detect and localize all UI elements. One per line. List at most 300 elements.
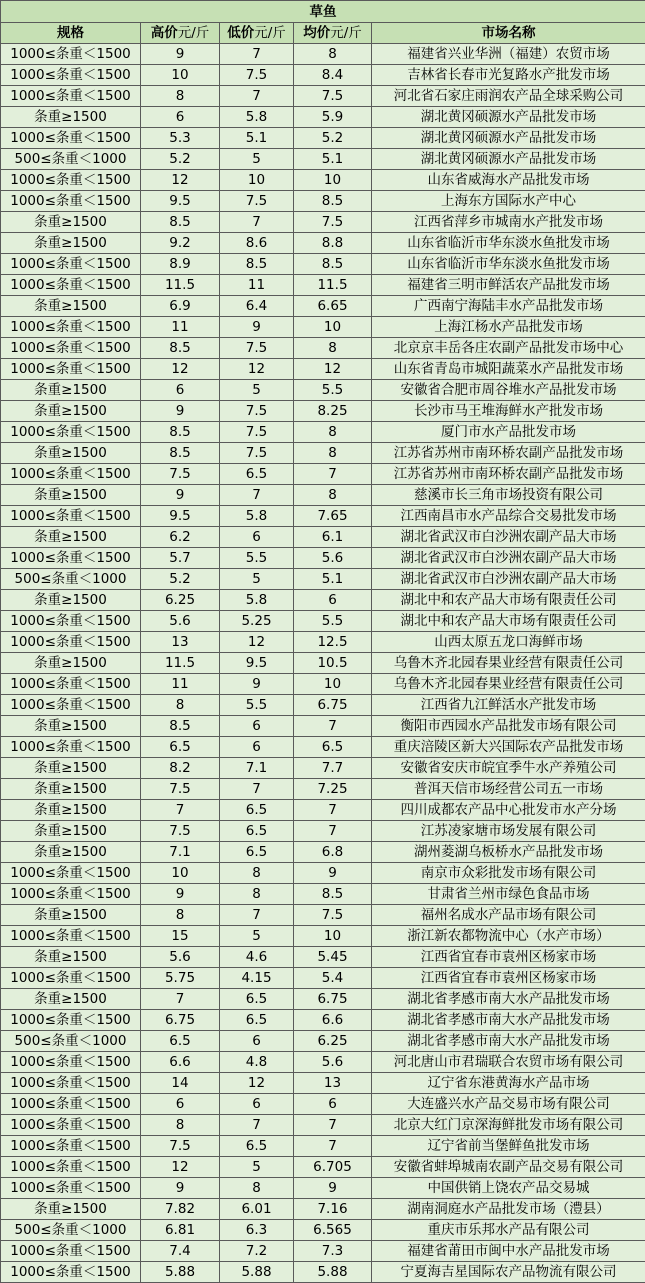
cell-spec: 条重≥1500 xyxy=(1,905,141,926)
table-title: 草鱼 xyxy=(1,1,645,23)
cell-market-name: 山东省青岛市城阳蔬菜水产品批发市场 xyxy=(372,359,645,380)
table-row xyxy=(1,968,645,989)
cell-market-name: 江苏凌家塘市场发展有限公司 xyxy=(372,821,645,842)
cell-high-price: 6.9 xyxy=(141,296,220,317)
cell-low-price: 5.5 xyxy=(220,695,294,716)
cell-market-name: 北京京丰岳各庄农副产品批发市场中心 xyxy=(372,338,645,359)
cell-low-price: 7 xyxy=(220,905,294,926)
cell-low-price: 7.5 xyxy=(220,191,294,212)
cell-spec: 1000≤条重＜1500 xyxy=(1,548,141,569)
cell-low-price: 10 xyxy=(220,170,294,191)
cell-spec: 条重≥1500 xyxy=(1,107,141,128)
cell-spec: 1000≤条重＜1500 xyxy=(1,275,141,296)
cell-market-name: 山东省临沂市华东淡水鱼批发市场 xyxy=(372,254,645,275)
cell-avg-price: 6.25 xyxy=(294,1031,372,1052)
cell-market-name: 湖北中和农产品大市场有限责任公司 xyxy=(372,611,645,632)
cell-market-name: 江西南昌市水产品综合交易批发市场 xyxy=(372,506,645,527)
cell-low-price: 8.6 xyxy=(220,233,294,254)
cell-avg-price: 6.75 xyxy=(294,695,372,716)
cell-avg-price: 9 xyxy=(294,863,372,884)
cell-low-price: 12 xyxy=(220,632,294,653)
cell-high-price: 11 xyxy=(141,317,220,338)
cell-low-price: 7 xyxy=(220,485,294,506)
header-market: 市场名称 xyxy=(372,23,645,44)
table-row xyxy=(1,1010,645,1031)
cell-spec: 条重≥1500 xyxy=(1,380,141,401)
cell-spec: 条重≥1500 xyxy=(1,800,141,821)
table-row xyxy=(1,632,645,653)
cell-low-price: 9.5 xyxy=(220,653,294,674)
cell-spec: 1000≤条重＜1500 xyxy=(1,1115,141,1136)
cell-spec: 条重≥1500 xyxy=(1,401,141,422)
cell-spec: 1000≤条重＜1500 xyxy=(1,1073,141,1094)
cell-market-name: 安徽省安庆市皖宜季牛水产养殖公司 xyxy=(372,758,645,779)
cell-avg-price: 7.5 xyxy=(294,86,372,107)
cell-avg-price: 7.16 xyxy=(294,1199,372,1220)
table-row xyxy=(1,485,645,506)
cell-market-name: 大连盛兴水产品交易市场有限公司 xyxy=(372,1094,645,1115)
table-row xyxy=(1,1157,645,1178)
cell-high-price: 8.5 xyxy=(141,422,220,443)
cell-spec: 1000≤条重＜1500 xyxy=(1,1241,141,1262)
cell-market-name: 福建省三明市鲜活农产品批发市场 xyxy=(372,275,645,296)
cell-low-price: 8.5 xyxy=(220,254,294,275)
table-row xyxy=(1,821,645,842)
table-row xyxy=(1,842,645,863)
cell-market-name: 福州名成水产品市场有限公司 xyxy=(372,905,645,926)
cell-market-name: 江苏省苏州市南环桥农副产品批发市场 xyxy=(372,464,645,485)
cell-market-name: 湖北省孝感市南大水产品批发市场 xyxy=(372,1031,645,1052)
cell-low-price: 6.5 xyxy=(220,800,294,821)
cell-low-price: 6 xyxy=(220,1094,294,1115)
cell-spec: 条重≥1500 xyxy=(1,233,141,254)
cell-spec: 1000≤条重＜1500 xyxy=(1,1262,141,1283)
cell-spec: 1000≤条重＜1500 xyxy=(1,422,141,443)
cell-spec: 条重≥1500 xyxy=(1,590,141,611)
table-row xyxy=(1,275,645,296)
cell-avg-price: 12.5 xyxy=(294,632,372,653)
cell-low-price: 5.8 xyxy=(220,107,294,128)
cell-avg-price: 7.7 xyxy=(294,758,372,779)
cell-spec: 1000≤条重＜1500 xyxy=(1,86,141,107)
cell-avg-price: 6 xyxy=(294,590,372,611)
cell-spec: 条重≥1500 xyxy=(1,653,141,674)
cell-spec: 1000≤条重＜1500 xyxy=(1,254,141,275)
table-row xyxy=(1,1136,645,1157)
cell-market-name: 江西省萍乡市城南水产批发市场 xyxy=(372,212,645,233)
cell-avg-price: 6.75 xyxy=(294,989,372,1010)
cell-high-price: 7.1 xyxy=(141,842,220,863)
cell-high-price: 9 xyxy=(141,401,220,422)
table-row xyxy=(1,149,645,170)
table-row xyxy=(1,1073,645,1094)
table-row xyxy=(1,170,645,191)
table-row xyxy=(1,548,645,569)
cell-spec: 条重≥1500 xyxy=(1,212,141,233)
cell-avg-price: 13 xyxy=(294,1073,372,1094)
cell-low-price: 5.8 xyxy=(220,506,294,527)
cell-market-name: 山东省威海水产品批发市场 xyxy=(372,170,645,191)
cell-market-name: 福建省莆田市闽中水产品批发市场 xyxy=(372,1241,645,1262)
cell-avg-price: 10 xyxy=(294,674,372,695)
cell-market-name: 南京市众彩批发市场有限公司 xyxy=(372,863,645,884)
cell-market-name: 江西省九江鲜活水产批发市场 xyxy=(372,695,645,716)
cell-high-price: 15 xyxy=(141,926,220,947)
cell-avg-price: 8 xyxy=(294,422,372,443)
title-row xyxy=(1,1,645,23)
cell-low-price: 4.15 xyxy=(220,968,294,989)
header-avg-label: 均价 xyxy=(303,25,330,41)
cell-avg-price: 6 xyxy=(294,1094,372,1115)
table-row xyxy=(1,422,645,443)
cell-high-price: 10 xyxy=(141,65,220,86)
cell-spec: 1000≤条重＜1500 xyxy=(1,968,141,989)
cell-avg-price: 5.5 xyxy=(294,611,372,632)
cell-market-name: 北京大红门京深海鲜批发市场有限公司 xyxy=(372,1115,645,1136)
cell-high-price: 9 xyxy=(141,1178,220,1199)
cell-spec: 条重≥1500 xyxy=(1,758,141,779)
table-row xyxy=(1,695,645,716)
table-row xyxy=(1,1241,645,1262)
header-high xyxy=(141,23,220,44)
header-avg xyxy=(294,23,372,44)
cell-avg-price: 7.65 xyxy=(294,506,372,527)
cell-high-price: 5.2 xyxy=(141,569,220,590)
cell-avg-price: 11.5 xyxy=(294,275,372,296)
cell-spec: 条重≥1500 xyxy=(1,527,141,548)
cell-high-price: 6.5 xyxy=(141,1031,220,1052)
cell-spec: 1000≤条重＜1500 xyxy=(1,1136,141,1157)
cell-spec: 1000≤条重＜1500 xyxy=(1,1178,141,1199)
cell-avg-price: 6.6 xyxy=(294,1010,372,1031)
table-row xyxy=(1,338,645,359)
cell-low-price: 6.01 xyxy=(220,1199,294,1220)
cell-avg-price: 10 xyxy=(294,926,372,947)
cell-high-price: 13 xyxy=(141,632,220,653)
cell-spec: 1000≤条重＜1500 xyxy=(1,170,141,191)
cell-market-name: 重庆涪陵区新大兴国际农产品批发市场 xyxy=(372,737,645,758)
header-low-label: 低价 xyxy=(227,25,254,41)
cell-high-price: 6 xyxy=(141,1094,220,1115)
cell-low-price: 6.5 xyxy=(220,1010,294,1031)
table-row xyxy=(1,317,645,338)
cell-avg-price: 7 xyxy=(294,821,372,842)
cell-spec: 1000≤条重＜1500 xyxy=(1,44,141,65)
cell-market-name: 安徽省合肥市周谷堆水产品批发市场 xyxy=(372,380,645,401)
cell-low-price: 5.8 xyxy=(220,590,294,611)
cell-low-price: 6 xyxy=(220,1031,294,1052)
cell-spec: 1000≤条重＜1500 xyxy=(1,317,141,338)
cell-low-price: 5 xyxy=(220,926,294,947)
cell-low-price: 5 xyxy=(220,1157,294,1178)
cell-low-price: 5 xyxy=(220,149,294,170)
cell-spec: 1000≤条重＜1500 xyxy=(1,926,141,947)
cell-low-price: 12 xyxy=(220,1073,294,1094)
cell-low-price: 7.5 xyxy=(220,338,294,359)
cell-market-name: 广西南宁海陆丰水产品批发市场 xyxy=(372,296,645,317)
cell-market-name: 慈溪市长三角市场投资有限公司 xyxy=(372,485,645,506)
cell-spec: 条重≥1500 xyxy=(1,821,141,842)
cell-spec: 500≤条重＜1000 xyxy=(1,1220,141,1241)
cell-low-price: 7 xyxy=(220,1115,294,1136)
cell-low-price: 7.5 xyxy=(220,65,294,86)
cell-spec: 1000≤条重＜1500 xyxy=(1,737,141,758)
cell-low-price: 5.1 xyxy=(220,128,294,149)
cell-market-name: 甘肃省兰州市绿色食品市场 xyxy=(372,884,645,905)
cell-spec: 条重≥1500 xyxy=(1,779,141,800)
cell-high-price: 5.7 xyxy=(141,548,220,569)
cell-high-price: 6.25 xyxy=(141,590,220,611)
cell-spec: 条重≥1500 xyxy=(1,947,141,968)
table-row xyxy=(1,1094,645,1115)
table-row xyxy=(1,506,645,527)
cell-spec: 1000≤条重＜1500 xyxy=(1,1052,141,1073)
cell-high-price: 8.5 xyxy=(141,716,220,737)
cell-avg-price: 5.9 xyxy=(294,107,372,128)
cell-market-name: 湖北黄冈硕源水产品批发市场 xyxy=(372,128,645,149)
cell-spec: 500≤条重＜1000 xyxy=(1,149,141,170)
table-row xyxy=(1,1178,645,1199)
cell-low-price: 8 xyxy=(220,863,294,884)
cell-high-price: 11.5 xyxy=(141,653,220,674)
cell-low-price: 6.3 xyxy=(220,1220,294,1241)
cell-spec: 1000≤条重＜1500 xyxy=(1,65,141,86)
cell-low-price: 9 xyxy=(220,317,294,338)
cell-low-price: 8 xyxy=(220,884,294,905)
cell-high-price: 9 xyxy=(141,884,220,905)
cell-market-name: 江苏省苏州市南环桥农副产品批发市场 xyxy=(372,443,645,464)
cell-spec: 1000≤条重＜1500 xyxy=(1,464,141,485)
cell-spec: 条重≥1500 xyxy=(1,485,141,506)
cell-market-name: 乌鲁木齐北园春果业经营有限责任公司 xyxy=(372,674,645,695)
table-row xyxy=(1,884,645,905)
cell-high-price: 7 xyxy=(141,989,220,1010)
header-spec: 规格 xyxy=(1,23,141,44)
cell-spec: 500≤条重＜1000 xyxy=(1,1031,141,1052)
cell-avg-price: 5.6 xyxy=(294,1052,372,1073)
cell-low-price: 7 xyxy=(220,779,294,800)
cell-high-price: 7.5 xyxy=(141,464,220,485)
cell-avg-price: 5.88 xyxy=(294,1262,372,1283)
cell-spec: 1000≤条重＜1500 xyxy=(1,695,141,716)
cell-market-name: 湖北省武汉市白沙洲农副产品大市场 xyxy=(372,548,645,569)
table-row xyxy=(1,674,645,695)
table-row xyxy=(1,65,645,86)
cell-high-price: 6 xyxy=(141,107,220,128)
table-body xyxy=(1,44,645,1283)
cell-low-price: 5.88 xyxy=(220,1262,294,1283)
cell-avg-price: 8 xyxy=(294,485,372,506)
cell-high-price: 9.5 xyxy=(141,506,220,527)
cell-high-price: 14 xyxy=(141,1073,220,1094)
cell-high-price: 5.75 xyxy=(141,968,220,989)
header-high-label: 高价 xyxy=(151,25,178,41)
cell-market-name: 四川成都农产品中心批发市水产分场 xyxy=(372,800,645,821)
cell-high-price: 11 xyxy=(141,674,220,695)
cell-high-price: 8.5 xyxy=(141,212,220,233)
cell-avg-price: 8.5 xyxy=(294,191,372,212)
cell-high-price: 6.5 xyxy=(141,737,220,758)
cell-avg-price: 8.4 xyxy=(294,65,372,86)
cell-avg-price: 8.8 xyxy=(294,233,372,254)
cell-spec: 条重≥1500 xyxy=(1,989,141,1010)
cell-spec: 500≤条重＜1000 xyxy=(1,569,141,590)
cell-avg-price: 10.5 xyxy=(294,653,372,674)
table-row xyxy=(1,128,645,149)
cell-avg-price: 8.25 xyxy=(294,401,372,422)
cell-avg-price: 6.705 xyxy=(294,1157,372,1178)
cell-market-name: 山东省临沂市华东淡水鱼批发市场 xyxy=(372,233,645,254)
table-row xyxy=(1,1031,645,1052)
cell-avg-price: 5.2 xyxy=(294,128,372,149)
cell-spec: 1000≤条重＜1500 xyxy=(1,1010,141,1031)
cell-low-price: 5.5 xyxy=(220,548,294,569)
cell-spec: 条重≥1500 xyxy=(1,842,141,863)
cell-low-price: 6.5 xyxy=(220,821,294,842)
table-row xyxy=(1,443,645,464)
cell-market-name: 河北唐山市君瑞联合农贸市场有限公司 xyxy=(372,1052,645,1073)
cell-spec: 1000≤条重＜1500 xyxy=(1,1094,141,1115)
cell-avg-price: 10 xyxy=(294,317,372,338)
table-row xyxy=(1,800,645,821)
cell-spec: 1000≤条重＜1500 xyxy=(1,191,141,212)
header-low xyxy=(220,23,294,44)
cell-high-price: 5.6 xyxy=(141,947,220,968)
cell-market-name: 湖北黄冈硕源水产品批发市场 xyxy=(372,107,645,128)
cell-market-name: 湖北省武汉市白沙洲农副产品大市场 xyxy=(372,527,645,548)
cell-market-name: 辽宁省前当堡鲜鱼批发市场 xyxy=(372,1136,645,1157)
cell-market-name: 湖南洞庭水产品批发市场（澧县） xyxy=(372,1199,645,1220)
cell-avg-price: 7 xyxy=(294,716,372,737)
cell-low-price: 8 xyxy=(220,1178,294,1199)
cell-market-name: 福建省兴业华洲（福建）农贸市场 xyxy=(372,44,645,65)
cell-market-name: 湖北省孝感市南大水产品批发市场 xyxy=(372,989,645,1010)
cell-high-price: 6 xyxy=(141,380,220,401)
table-row xyxy=(1,1052,645,1073)
table-row xyxy=(1,653,645,674)
cell-low-price: 4.6 xyxy=(220,947,294,968)
cell-high-price: 10 xyxy=(141,863,220,884)
cell-low-price: 6.5 xyxy=(220,1136,294,1157)
table-row xyxy=(1,926,645,947)
cell-market-name: 乌鲁木齐北园春果业经营有限责任公司 xyxy=(372,653,645,674)
table-row xyxy=(1,716,645,737)
cell-high-price: 9.5 xyxy=(141,191,220,212)
cell-high-price: 6.75 xyxy=(141,1010,220,1031)
cell-low-price: 5 xyxy=(220,380,294,401)
cell-avg-price: 5.1 xyxy=(294,149,372,170)
cell-high-price: 9 xyxy=(141,44,220,65)
cell-low-price: 12 xyxy=(220,359,294,380)
cell-low-price: 6.4 xyxy=(220,296,294,317)
cell-low-price: 9 xyxy=(220,674,294,695)
table-row xyxy=(1,464,645,485)
cell-avg-price: 7 xyxy=(294,1115,372,1136)
cell-avg-price: 6.8 xyxy=(294,842,372,863)
cell-avg-price: 12 xyxy=(294,359,372,380)
table-row xyxy=(1,527,645,548)
cell-spec: 1000≤条重＜1500 xyxy=(1,506,141,527)
cell-high-price: 7.5 xyxy=(141,1136,220,1157)
cell-high-price: 7.5 xyxy=(141,779,220,800)
header-low-unit: 元/斤 xyxy=(254,25,286,41)
cell-spec: 1000≤条重＜1500 xyxy=(1,863,141,884)
table-row xyxy=(1,737,645,758)
cell-market-name: 湖北中和农产品大市场有限责任公司 xyxy=(372,590,645,611)
cell-market-name: 辽宁省东港黄海水产品市场 xyxy=(372,1073,645,1094)
table-row xyxy=(1,611,645,632)
cell-high-price: 5.6 xyxy=(141,611,220,632)
cell-market-name: 浙江新农都物流中心（水产市场） xyxy=(372,926,645,947)
table-row xyxy=(1,758,645,779)
cell-market-name: 上海东方国际水产中心 xyxy=(372,191,645,212)
table-row xyxy=(1,569,645,590)
cell-low-price: 7 xyxy=(220,212,294,233)
cell-low-price: 7 xyxy=(220,86,294,107)
cell-market-name: 湖北省孝感市南大水产品批发市场 xyxy=(372,1010,645,1031)
table-row xyxy=(1,1199,645,1220)
cell-low-price: 6.5 xyxy=(220,842,294,863)
cell-spec: 1000≤条重＜1500 xyxy=(1,632,141,653)
cell-market-name: 湖北省武汉市白沙洲农副产品大市场 xyxy=(372,569,645,590)
table-row xyxy=(1,359,645,380)
table-row xyxy=(1,1220,645,1241)
cell-high-price: 6.2 xyxy=(141,527,220,548)
table-row xyxy=(1,212,645,233)
cell-spec: 1000≤条重＜1500 xyxy=(1,884,141,905)
cell-high-price: 5.2 xyxy=(141,149,220,170)
cell-high-price: 8 xyxy=(141,695,220,716)
cell-avg-price: 5.45 xyxy=(294,947,372,968)
cell-high-price: 12 xyxy=(141,1157,220,1178)
cell-market-name: 厦门市水产品批发市场 xyxy=(372,422,645,443)
cell-spec: 1000≤条重＜1500 xyxy=(1,611,141,632)
cell-market-name: 江西省宜春市袁州区杨家市场 xyxy=(372,968,645,989)
cell-high-price: 8.2 xyxy=(141,758,220,779)
cell-high-price: 7.5 xyxy=(141,821,220,842)
cell-avg-price: 7.5 xyxy=(294,905,372,926)
cell-market-name: 宁夏海吉星国际农产品物流有限公司 xyxy=(372,1262,645,1283)
cell-high-price: 8 xyxy=(141,1115,220,1136)
cell-high-price: 6.6 xyxy=(141,1052,220,1073)
table-row xyxy=(1,107,645,128)
cell-avg-price: 7.5 xyxy=(294,212,372,233)
cell-avg-price: 7 xyxy=(294,464,372,485)
cell-high-price: 8 xyxy=(141,86,220,107)
cell-market-name: 长沙市马王堆海鲜水产批发市场 xyxy=(372,401,645,422)
cell-high-price: 8.5 xyxy=(141,443,220,464)
table-row xyxy=(1,947,645,968)
table-row xyxy=(1,401,645,422)
cell-avg-price: 6.5 xyxy=(294,737,372,758)
table-row xyxy=(1,296,645,317)
cell-high-price: 9 xyxy=(141,485,220,506)
cell-avg-price: 6.65 xyxy=(294,296,372,317)
cell-market-name: 衡阳市西园水产品批发市场有限公司 xyxy=(372,716,645,737)
cell-spec: 条重≥1500 xyxy=(1,443,141,464)
cell-avg-price: 8 xyxy=(294,443,372,464)
cell-high-price: 8.5 xyxy=(141,338,220,359)
cell-market-name: 重庆市乐邦水产品有限公司 xyxy=(372,1220,645,1241)
cell-high-price: 12 xyxy=(141,359,220,380)
table-row xyxy=(1,191,645,212)
cell-avg-price: 7 xyxy=(294,800,372,821)
cell-market-name: 上海江杨水产品批发市场 xyxy=(372,317,645,338)
cell-market-name: 湖州菱湖乌板桥水产品批发市场 xyxy=(372,842,645,863)
cell-market-name: 河北省石家庄雨润农产品全球采购公司 xyxy=(372,86,645,107)
header-avg-unit: 元/斤 xyxy=(330,25,362,41)
cell-spec: 条重≥1500 xyxy=(1,716,141,737)
